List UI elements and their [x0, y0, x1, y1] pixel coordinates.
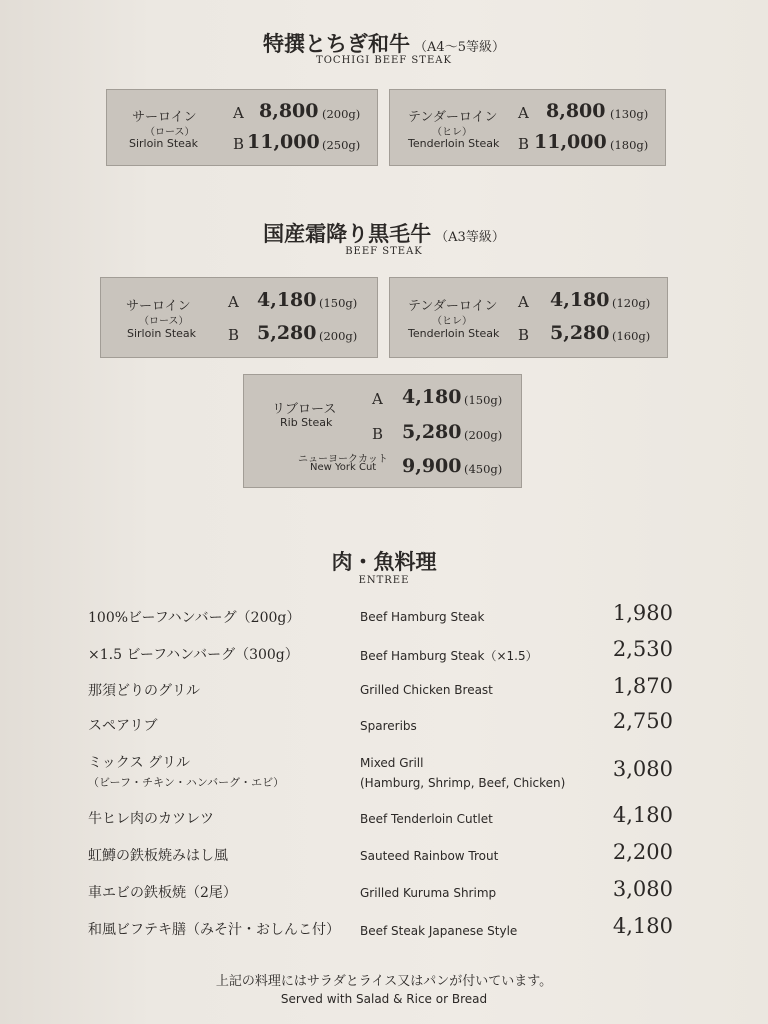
weight-a: (130g) — [610, 107, 649, 121]
item-jp: 牛ヒレ肉のカツレツ — [88, 811, 214, 827]
item-jp-sub: （ロース） — [145, 127, 195, 138]
weight-a: (150g) — [319, 296, 358, 310]
option-a: A — [372, 390, 383, 408]
option-b: B — [518, 135, 530, 153]
item-jp: サーロイン — [126, 299, 191, 314]
item-jp: 那須どりのグリル — [88, 683, 200, 699]
item-en: Tenderloin Steak — [408, 137, 500, 150]
option-b: B — [518, 326, 530, 344]
item-jp: 車エビの鉄板焼（2尾） — [88, 885, 237, 901]
item-en: Tenderloin Steak — [408, 327, 500, 340]
option-b: B — [233, 135, 245, 153]
kuroge-rib-box — [243, 374, 522, 488]
price-a: 4,180 — [257, 289, 317, 311]
price-b: 11,000 — [534, 131, 607, 153]
tochigi-subtitle: TOCHIGI BEEF STEAK — [316, 55, 452, 66]
kuroge-title: 国産霜降り黒毛牛 （A3等級） — [263, 221, 505, 246]
option-a: A — [518, 293, 529, 311]
option-b: B — [372, 425, 384, 443]
kuroge-subtitle: BEEF STEAK — [345, 246, 423, 257]
tochigi-sirloin-box — [106, 89, 378, 166]
ny-cut-en: New York Cut — [310, 462, 377, 473]
weight-b: (200g) — [319, 329, 358, 343]
item-en: Sirloin Steak — [127, 327, 197, 340]
item-en-detail: (Hamburg, Shrimp, Beef, Chicken) — [360, 776, 566, 790]
item-en: Sirloin Steak — [129, 137, 199, 150]
item-price: 4,180 — [612, 803, 673, 827]
footer-note-jp: 上記の料理にはサラダとライス又はパンが付いています。 — [215, 974, 553, 989]
price-a: 8,800 — [259, 100, 319, 122]
weight-ny: (450g) — [464, 462, 503, 476]
weight-b: (160g) — [612, 329, 651, 343]
kuroge-sirloin-box — [100, 277, 378, 358]
item-en: Beef Steak Japanese Style — [360, 924, 518, 938]
item-jp-sub: （ヒレ） — [432, 316, 472, 327]
item-jp: スペアリブ — [88, 718, 158, 734]
weight-a: (200g) — [322, 107, 361, 121]
item-en: Grilled Chicken Breast — [360, 683, 493, 697]
item-jp: リブロース — [272, 402, 337, 417]
item-note: （ビーフ・チキン・ハンバーグ・エビ） — [88, 776, 285, 789]
item-en: Sauteed Rainbow Trout — [360, 849, 499, 863]
tochigi-tenderloin-box — [389, 89, 666, 166]
item-en: Beef Hamburg Steak（×1.5） — [360, 649, 538, 663]
kuroge-tenderloin-box — [389, 277, 668, 358]
item-en: Rib Steak — [280, 416, 333, 429]
item-jp: テンダーロイン — [408, 110, 498, 125]
item-en: Spareribs — [360, 719, 417, 733]
ny-cut-jp: ニューヨークカット — [298, 454, 388, 465]
item-price: 4,180 — [612, 914, 673, 938]
item-price: 2,530 — [612, 637, 673, 661]
item-jp: 虹鱒の鉄板焼みはし風 — [88, 848, 228, 864]
price-b: 5,280 — [402, 421, 462, 443]
option-a: A — [518, 104, 529, 122]
entree-subtitle: ENTREE — [358, 575, 410, 586]
price-a: 4,180 — [550, 289, 610, 311]
item-price: 2,750 — [612, 709, 673, 733]
item-jp-sub: （ヒレ） — [432, 127, 472, 138]
price-a: 4,180 — [402, 386, 462, 408]
item-price: 1,980 — [612, 601, 673, 625]
footer-note-en: Served with Salad & Rice or Bread — [280, 992, 488, 1006]
item-price: 3,080 — [612, 757, 673, 781]
item-price: 1,870 — [612, 674, 673, 698]
item-jp: テンダーロイン — [408, 299, 498, 314]
item-price: 2,200 — [612, 840, 673, 864]
weight-b: (180g) — [610, 138, 649, 152]
weight-a: (120g) — [612, 296, 651, 310]
item-en: Beef Tenderloin Cutlet — [360, 812, 493, 826]
weight-b: (250g) — [322, 138, 361, 152]
price-ny: 9,900 — [402, 455, 462, 477]
item-jp: 和風ビフテキ膳（みそ汁・おしんこ付） — [88, 922, 340, 938]
price-b: 5,280 — [550, 322, 610, 344]
weight-a: (150g) — [464, 393, 503, 407]
option-a: A — [233, 104, 244, 122]
item-en: Grilled Kuruma Shrimp — [360, 886, 497, 900]
item-en: Beef Hamburg Steak — [360, 610, 485, 624]
tochigi-title: 特撰とちぎ和牛 （A4～5等級） — [263, 31, 505, 56]
item-jp: ミックス グリル — [88, 755, 191, 771]
option-a: A — [228, 293, 239, 311]
option-b: B — [228, 326, 240, 344]
entree-title: 肉・魚料理 — [331, 549, 437, 574]
item-en: Mixed Grill — [360, 756, 424, 770]
item-jp: ×1.5 ビーフハンバーグ（300g） — [88, 647, 299, 663]
price-b: 11,000 — [247, 131, 320, 153]
weight-b: (200g) — [464, 428, 503, 442]
item-jp: サーロイン — [132, 110, 197, 125]
item-jp: 100%ビーフハンバーグ（200g） — [88, 610, 301, 626]
price-b: 5,280 — [257, 322, 317, 344]
price-a: 8,800 — [546, 100, 606, 122]
item-price: 3,080 — [612, 877, 673, 901]
item-jp-sub: （ロース） — [139, 316, 189, 327]
